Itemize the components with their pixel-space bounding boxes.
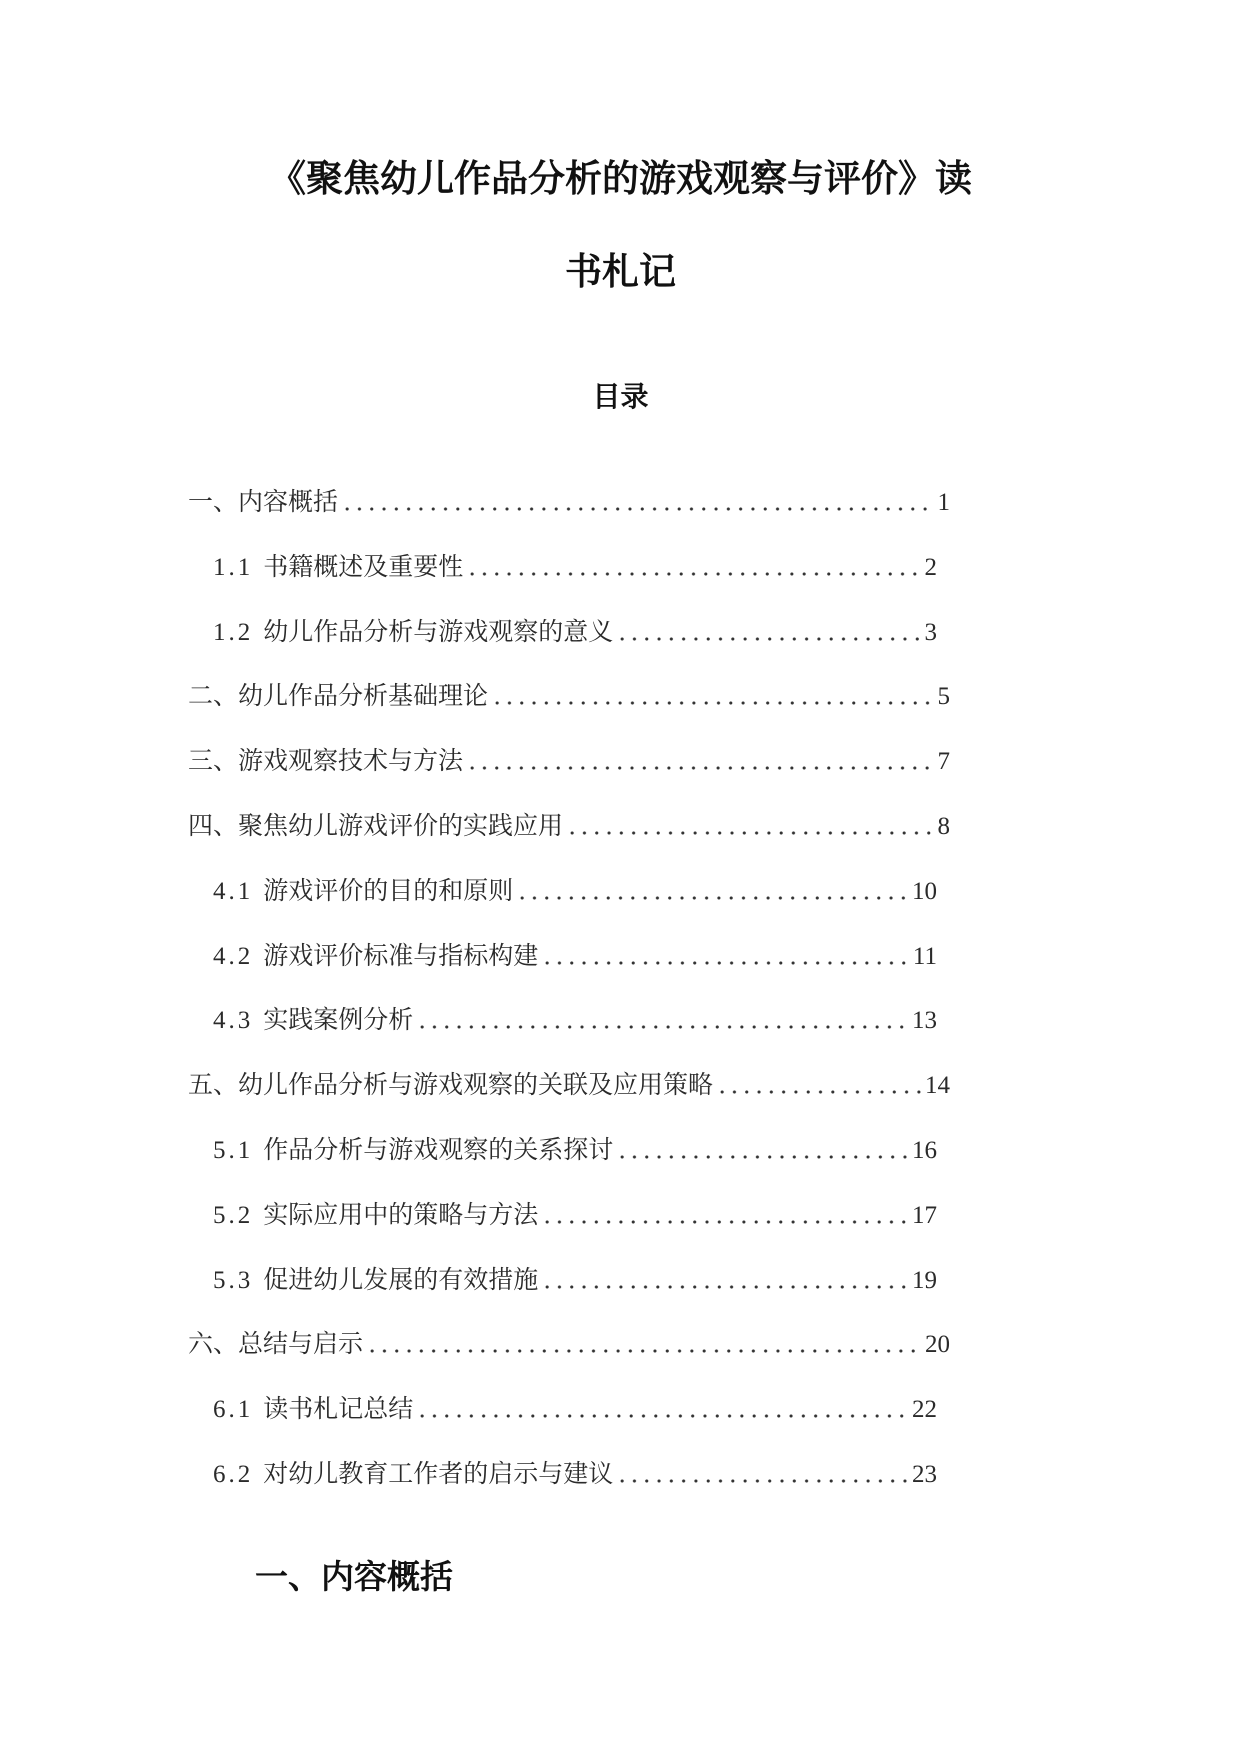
document-title-line-1: 《聚焦幼儿作品分析的游戏观察与评价》读 — [269, 157, 972, 200]
dot-leader — [566, 795, 933, 860]
dot-leader — [416, 1378, 908, 1443]
dot-leader — [541, 925, 909, 990]
toc-entry-title: 作品分析与游戏观察的关系探讨 — [263, 1136, 614, 1164]
toc-entry-title: 书籍概述及重要性 — [263, 553, 464, 581]
toc-entry-number: 5.1 — [213, 1136, 254, 1164]
toc-entry[interactable] — [188, 1313, 950, 1378]
toc-entry-title: 游戏评价的目的和原则 — [263, 877, 514, 905]
toc-entry[interactable] — [188, 1054, 950, 1119]
dot-leader — [341, 471, 933, 536]
dot-leader — [466, 536, 920, 601]
dot-leader — [541, 1184, 908, 1249]
toc-entry-title: 实践案例分析 — [263, 1007, 414, 1035]
toc-entry-page: 11 — [912, 942, 937, 970]
toc-entry-number: 6.1 — [213, 1396, 254, 1424]
toc-entry-page: 22 — [912, 1396, 937, 1424]
toc-entry-title: 二、幼儿作品分析基础理论 — [188, 683, 489, 711]
toc-subentry[interactable] — [213, 1249, 937, 1314]
toc-entry-number: 4.3 — [213, 1007, 254, 1035]
toc-entry[interactable] — [188, 471, 950, 536]
toc-subentry[interactable] — [213, 1119, 937, 1184]
dot-leader — [616, 1443, 908, 1508]
toc-entry-page: 8 — [937, 812, 950, 840]
toc-entry-page: 17 — [912, 1201, 937, 1229]
toc-entry[interactable] — [188, 730, 950, 795]
section-heading: 一、内容概括 — [255, 1557, 453, 1596]
toc-entry-title: 实际应用中的策略与方法 — [263, 1201, 539, 1229]
toc-entry-title: 三、游戏观察技术与方法 — [188, 748, 464, 776]
toc-entry-title: 对幼儿教育工作者的启示与建议 — [263, 1460, 614, 1488]
toc-entry-title: 幼儿作品分析与游戏观察的意义 — [263, 618, 614, 646]
toc-entry-title: 促进幼儿发展的有效措施 — [263, 1266, 539, 1294]
toc-entry-number: 6.2 — [213, 1460, 254, 1488]
toc-entry-number: 4.1 — [213, 877, 254, 905]
toc-entry-page: 19 — [912, 1266, 937, 1294]
dot-leader — [541, 1249, 908, 1314]
toc-subentry[interactable] — [213, 860, 937, 925]
toc-entry-number: 1.1 — [213, 553, 254, 581]
dot-leader — [716, 1054, 921, 1119]
toc-entry-page: 5 — [937, 683, 950, 711]
toc-entry-page: 20 — [925, 1331, 950, 1359]
toc-entry-number: 1.2 — [213, 618, 254, 646]
dot-leader — [516, 860, 908, 925]
toc-subentry[interactable] — [213, 536, 937, 601]
toc-entry-title: 六、总结与启示 — [188, 1331, 364, 1359]
toc-entry-title: 四、聚焦幼儿游戏评价的实践应用 — [188, 812, 564, 840]
toc-subentry[interactable] — [213, 989, 937, 1054]
table-of-contents — [0, 471, 1241, 1508]
toc-entry-number: 4.2 — [213, 942, 254, 970]
toc-entry-page: 23 — [912, 1460, 937, 1488]
dot-leader — [366, 1313, 921, 1378]
toc-entry[interactable] — [188, 665, 950, 730]
dot-leader — [616, 1119, 908, 1184]
toc-subentry[interactable] — [213, 925, 937, 990]
dot-leader — [616, 601, 920, 666]
toc-entry-title: 一、内容概括 — [188, 489, 339, 516]
toc-heading: 目录 — [592, 380, 649, 413]
dot-leader — [491, 665, 933, 730]
toc-entry-page: 14 — [925, 1072, 950, 1100]
dot-leader — [466, 730, 933, 795]
dot-leader — [416, 989, 908, 1054]
toc-entry-title: 游戏评价标准与指标构建 — [263, 942, 539, 970]
toc-entry-page: 10 — [912, 877, 937, 905]
toc-entry-page: 3 — [924, 618, 937, 646]
document-title-line-2: 书札记 — [565, 250, 676, 293]
toc-entry-page: 13 — [912, 1007, 937, 1035]
toc-subentry[interactable] — [213, 601, 937, 666]
toc-entry-title: 五、幼儿作品分析与游戏观察的关联及应用策略 — [188, 1072, 714, 1100]
toc-subentry[interactable] — [213, 1184, 937, 1249]
toc-entry-page: 2 — [924, 553, 937, 581]
toc-entry-number: 5.3 — [213, 1266, 254, 1294]
toc-entry-title: 读书札记总结 — [263, 1396, 414, 1424]
toc-subentry[interactable] — [213, 1443, 937, 1508]
toc-entry-page: 1 — [937, 489, 950, 516]
toc-entry-page: 16 — [912, 1136, 937, 1164]
toc-subentry[interactable] — [213, 1378, 937, 1443]
toc-entry-page: 7 — [937, 748, 950, 776]
toc-entry-number: 5.2 — [213, 1201, 254, 1229]
toc-entry[interactable] — [188, 795, 950, 860]
